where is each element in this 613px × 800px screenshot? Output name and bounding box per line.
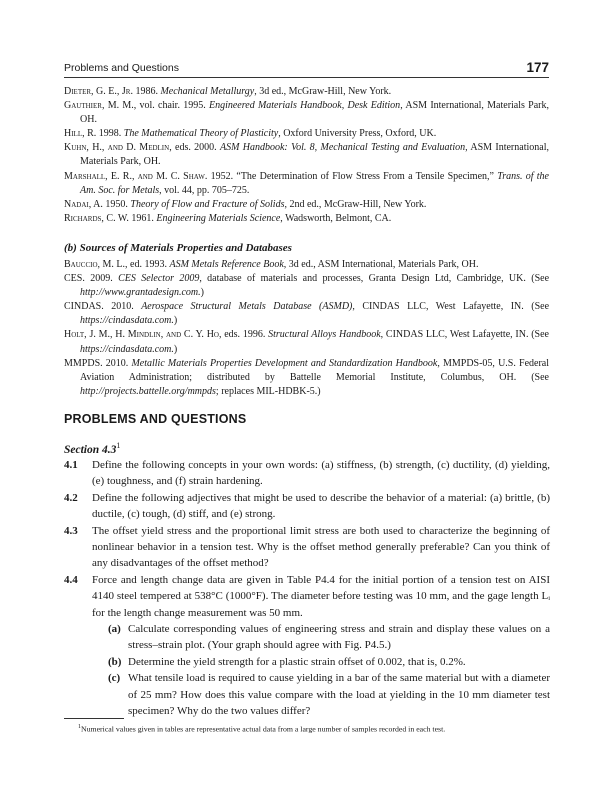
problem-item <box>64 490 550 523</box>
reference-item: Bauccio, M. L., ed. 1993. ASM Metals Reference Book, 3d ed., ASM International, Materials Park, OH. <box>64 259 479 270</box>
part-text: What tensile load is required to cause yielding in a bar of the same material but with a diameter of 25 mm? How does this value compare with the load at yielding in the 10 mm diameter test specimen? Why do the two values differ? <box>128 672 550 718</box>
problem-item <box>64 523 550 572</box>
part-text: Determine the yield strength for a plastic strain offset of 0.002, that is, 0.2%. <box>128 655 466 668</box>
problem-parts <box>92 621 550 719</box>
part-label: (a) <box>108 623 121 636</box>
problem-item <box>64 572 550 720</box>
problem-text: Force and length change data are given in Table P4.4 for the initial portion of a tension test on AISI 4140 steel tempered at 538°C (1000°F). The diameter before testing was 10 mm, and the gage length Lᵢ for the length change measurement was 50 mm. <box>92 573 550 619</box>
reference-list-b <box>64 258 549 399</box>
running-header-title: Problems and Questions <box>64 62 179 74</box>
section-heading: Section $4.3^1$ <box>64 441 121 456</box>
problem-part <box>92 670 550 719</box>
page-number: 177 <box>526 60 549 75</box>
footnote <box>64 722 564 735</box>
problem-number: 4.1 <box>64 459 78 471</box>
subheading-sources: (b) Sources of Materials Properties and Databases <box>64 242 292 254</box>
problem-part <box>92 654 550 670</box>
footnote-mark: 1 <box>116 441 121 450</box>
part-label: (c) <box>108 672 121 685</box>
problem-text: The offset yield stress and the proportional limit stress are both used to characterize the beginning of nonlinear behavior in a tension test. Why is the offset method generally preferable? Can you think of any disadvantages of the offset method? <box>92 524 550 570</box>
problem-item <box>64 457 550 490</box>
problem-text: Define the following concepts in your own words: (a) stiffness, (b) strength, (c) ductility, (d) yielding, (e) toughness, and (f) strain hardening. <box>92 459 550 488</box>
footnote-rule <box>64 718 124 719</box>
reference-item: Dieter, G. E., Jr. 1986. Mechanical Metallurgy, 3d ed., McGraw-Hill, New York. <box>64 86 392 97</box>
reference-item: Gauthier, M. M., vol. chair. 1995. Engineered Materials Handbook, Desk Edition, ASM International, Materials Park, OH. <box>64 100 550 126</box>
reference-item: Kuhn, H., and D. Medlin, eds. 2000. ASM Handbook: Vol. 8, Mechanical Testing and Evaluation, ASM International, Materials Park, OH. <box>64 142 549 168</box>
running-header <box>64 57 549 78</box>
problem-number: 4.4 <box>64 573 78 586</box>
reference-item: CINDAS. 2010. Aerospace Structural Metals Database (ASMD), CINDAS LLC, West Lafayette, IN. (See https://cindasdata.com.) <box>64 301 550 327</box>
part-text: Calculate corresponding values of engineering stress and strain and display these values on a stress–strain plot. (Your graph should agree with Fig. P4.5.) <box>128 623 550 652</box>
reference-url: http://www.grantadesign.com. <box>80 287 201 299</box>
reference-item: Marshall, E. R., and M. C. Shaw. 1952. “The Determination of Flow Stress From a Tensile Specimen,” Trans. of the Am. Soc. for Metals, vol. 44, pp. 705–725. <box>64 170 549 196</box>
reference-item: CES. 2009. CES Selector 2009, database of materials and processes, Granta Design Ltd, Cambridge, UK. (See http://www.grantadesign.com.) <box>64 273 550 299</box>
footnote-text: Numerical values given in tables are representative actual data from a large number of samples recorded in each test. <box>81 724 446 734</box>
reference-item: MMPDS. 2010. Metallic Materials Properties Development and Standardization Handbook, MMPDS-05, U.S. Federal Aviation Administration; distributed by Battelle Memorial Institute, Columbus, OH. (See http://projects.battelle.org/mmpds; replaces MIL-HDBK-5.) <box>64 357 549 397</box>
problem-number: 4.3 <box>64 524 78 537</box>
problem-part <box>92 621 550 654</box>
footnote-number: 1 <box>78 724 81 730</box>
part-label: (b) <box>108 655 122 668</box>
reference-url: https://cindasdata.com. <box>80 343 174 355</box>
reference-item: Richards, C. W. 1961. Engineering Materials Science, Wadsworth, Belmont, CA. <box>64 212 392 224</box>
reference-list-a <box>64 85 549 226</box>
problem-number: 4.2 <box>64 491 78 504</box>
problem-text: Define the following adjectives that might be used to describe the behavior of a material: (a) brittle, (b) ductile, (c) tough, (d) stiff, and (e) strong. <box>92 491 550 521</box>
problems-heading: PROBLEMS AND QUESTIONS <box>64 412 247 426</box>
reference-item: Hill, R. 1998. The Mathematical Theory of Plasticity, Oxford University Press, Oxford, UK. <box>64 128 437 140</box>
reference-item: Nadai, A. 1950. Theory of Flow and Fracture of Solids, 2nd ed., McGraw-Hill, New York. <box>64 198 427 210</box>
reference-item: Holt, J. M., H. Mindlin, and C. Y. Ho, eds. 1996. Structural Alloys Handbook, CINDAS LLC, West Lafayette, IN. (See https://cindasdata.com.) <box>64 329 549 355</box>
problem-list <box>64 457 550 720</box>
reference-url: http://projects.battelle.org/mmpds <box>80 385 216 397</box>
reference-url: https://cindasdata.com. <box>80 315 174 327</box>
